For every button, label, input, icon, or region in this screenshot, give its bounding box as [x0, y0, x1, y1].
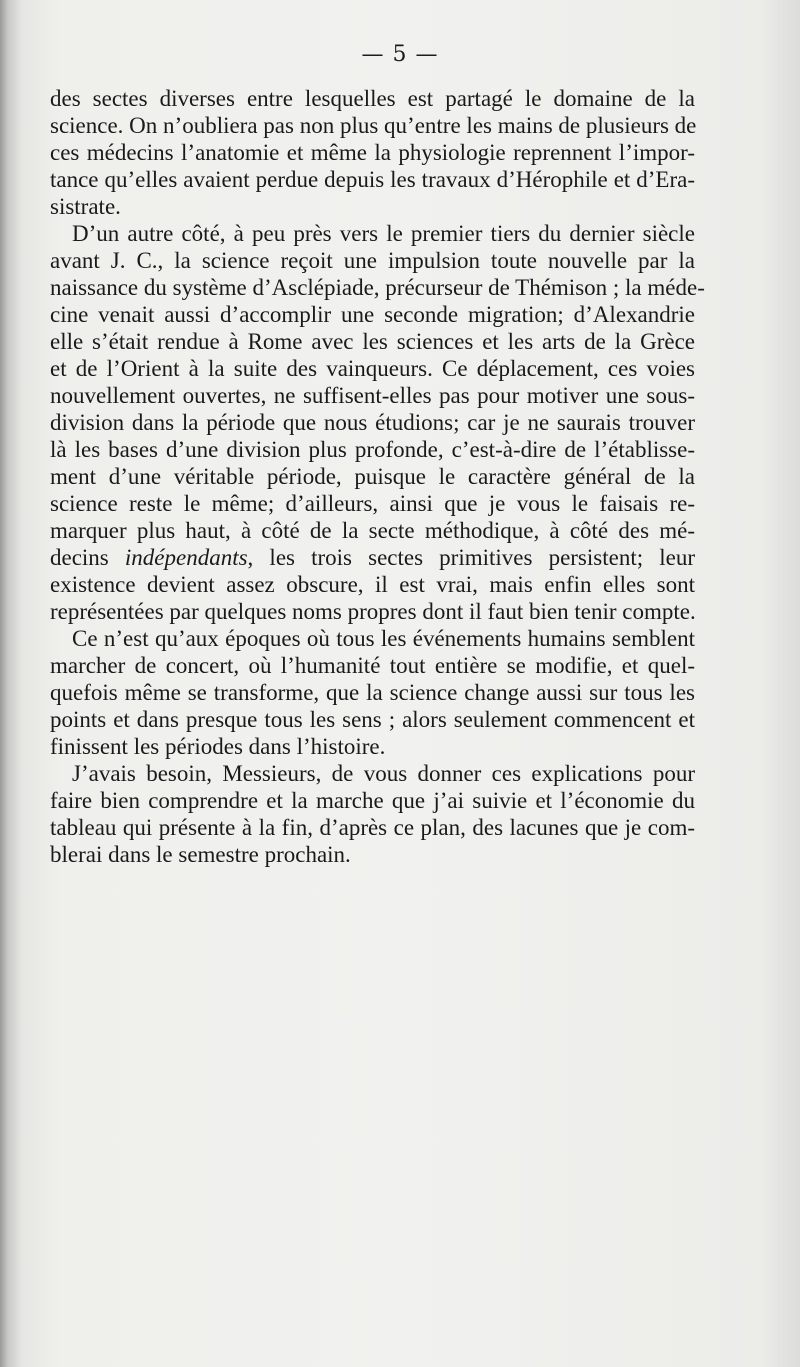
text-line: sistrate.	[50, 194, 121, 219]
text-line: finissent les périodes dans l’histoire.	[50, 734, 386, 759]
text-line: ces médecins l’anatomie et même la physiologie reprennent l’impor-	[50, 140, 695, 165]
text-line: J’avais besoin, Messieurs, de vous donner ces explications pour	[72, 761, 695, 786]
text-line: des sectes diverses entre lesquelles est partagé le domaine de la	[50, 86, 695, 111]
text-line: D’un autre côté, à peu près vers le premier tiers du dernier siècle	[72, 221, 695, 246]
text-line: là les bases d’une division plus profonde, c’est-à-dire de l’établisse-	[50, 437, 695, 462]
text-line: marquer plus haut, à côté de la secte méthodique, à côté des mé-	[50, 518, 695, 543]
text-line: blerai dans le semestre prochain.	[50, 842, 351, 867]
text-line: cine venait aussi d’accomplir une seconde migration; d’Alexandrie	[50, 302, 695, 327]
text-line: avant J. C., la science reçoit une impulsion toute nouvelle par la	[50, 248, 695, 273]
text-line: quefois même se transforme, que la science change aussi sur tous les	[50, 680, 695, 705]
body-text	[50, 85, 705, 868]
text-line: et de l’Orient à la suite des vainqueurs. Ce déplacement, ces voies	[50, 356, 695, 381]
text-line: elle s’était rendue à Rome avec les sciences et les arts de la Grèce	[50, 329, 695, 354]
text-line: Ce n’est qu’aux époques où tous les événements humains semblent	[72, 626, 695, 651]
text-line: ment d’une véritable période, puisque le caractère général de la	[50, 464, 695, 489]
page-number: — 5 —	[361, 42, 439, 67]
text-line: points et dans presque tous les sens ; alors seulement commencent et	[50, 707, 695, 732]
text-line-start: decins	[50, 545, 125, 570]
text-line: tableau qui présente à la fin, d’après ce plan, des lacunes que je com-	[50, 815, 695, 840]
text-line: faire bien comprendre et la marche que j’ai suivie et l’économie du	[50, 788, 695, 813]
text-line: marcher de concert, où l’humanité tout entière se modifie, et quel-	[50, 653, 695, 678]
text-line: représentées par quelques noms propres dont il faut bien tenir compte.	[50, 599, 696, 624]
text-line: science reste le même; d’ailleurs, ainsi que je vous le faisais re-	[50, 491, 695, 516]
text-line-end: , les trois sectes primitives persistent; leur	[247, 545, 695, 570]
text-line: existence devient assez obscure, il est vrai, mais enfin elles sont	[50, 572, 695, 597]
text-line: tance qu’elles avaient perdue depuis les travaux d’Hérophile et d’Era-	[50, 167, 695, 192]
text-line	[50, 544, 695, 571]
italic-term: indépendants	[124, 545, 248, 570]
text-line: naissance du système d’Asclépiade, précurseur de Thémison ; la méde-	[50, 275, 705, 300]
text-line: nouvellement ouvertes, ne suffisent-elles pas pour motiver une sous-	[50, 383, 695, 408]
text-line: division dans la période que nous étudions; car je ne saurais trouver	[50, 410, 695, 435]
text-line: science. On n’oubliera pas non plus qu’entre les mains de plusieurs de	[50, 113, 697, 138]
